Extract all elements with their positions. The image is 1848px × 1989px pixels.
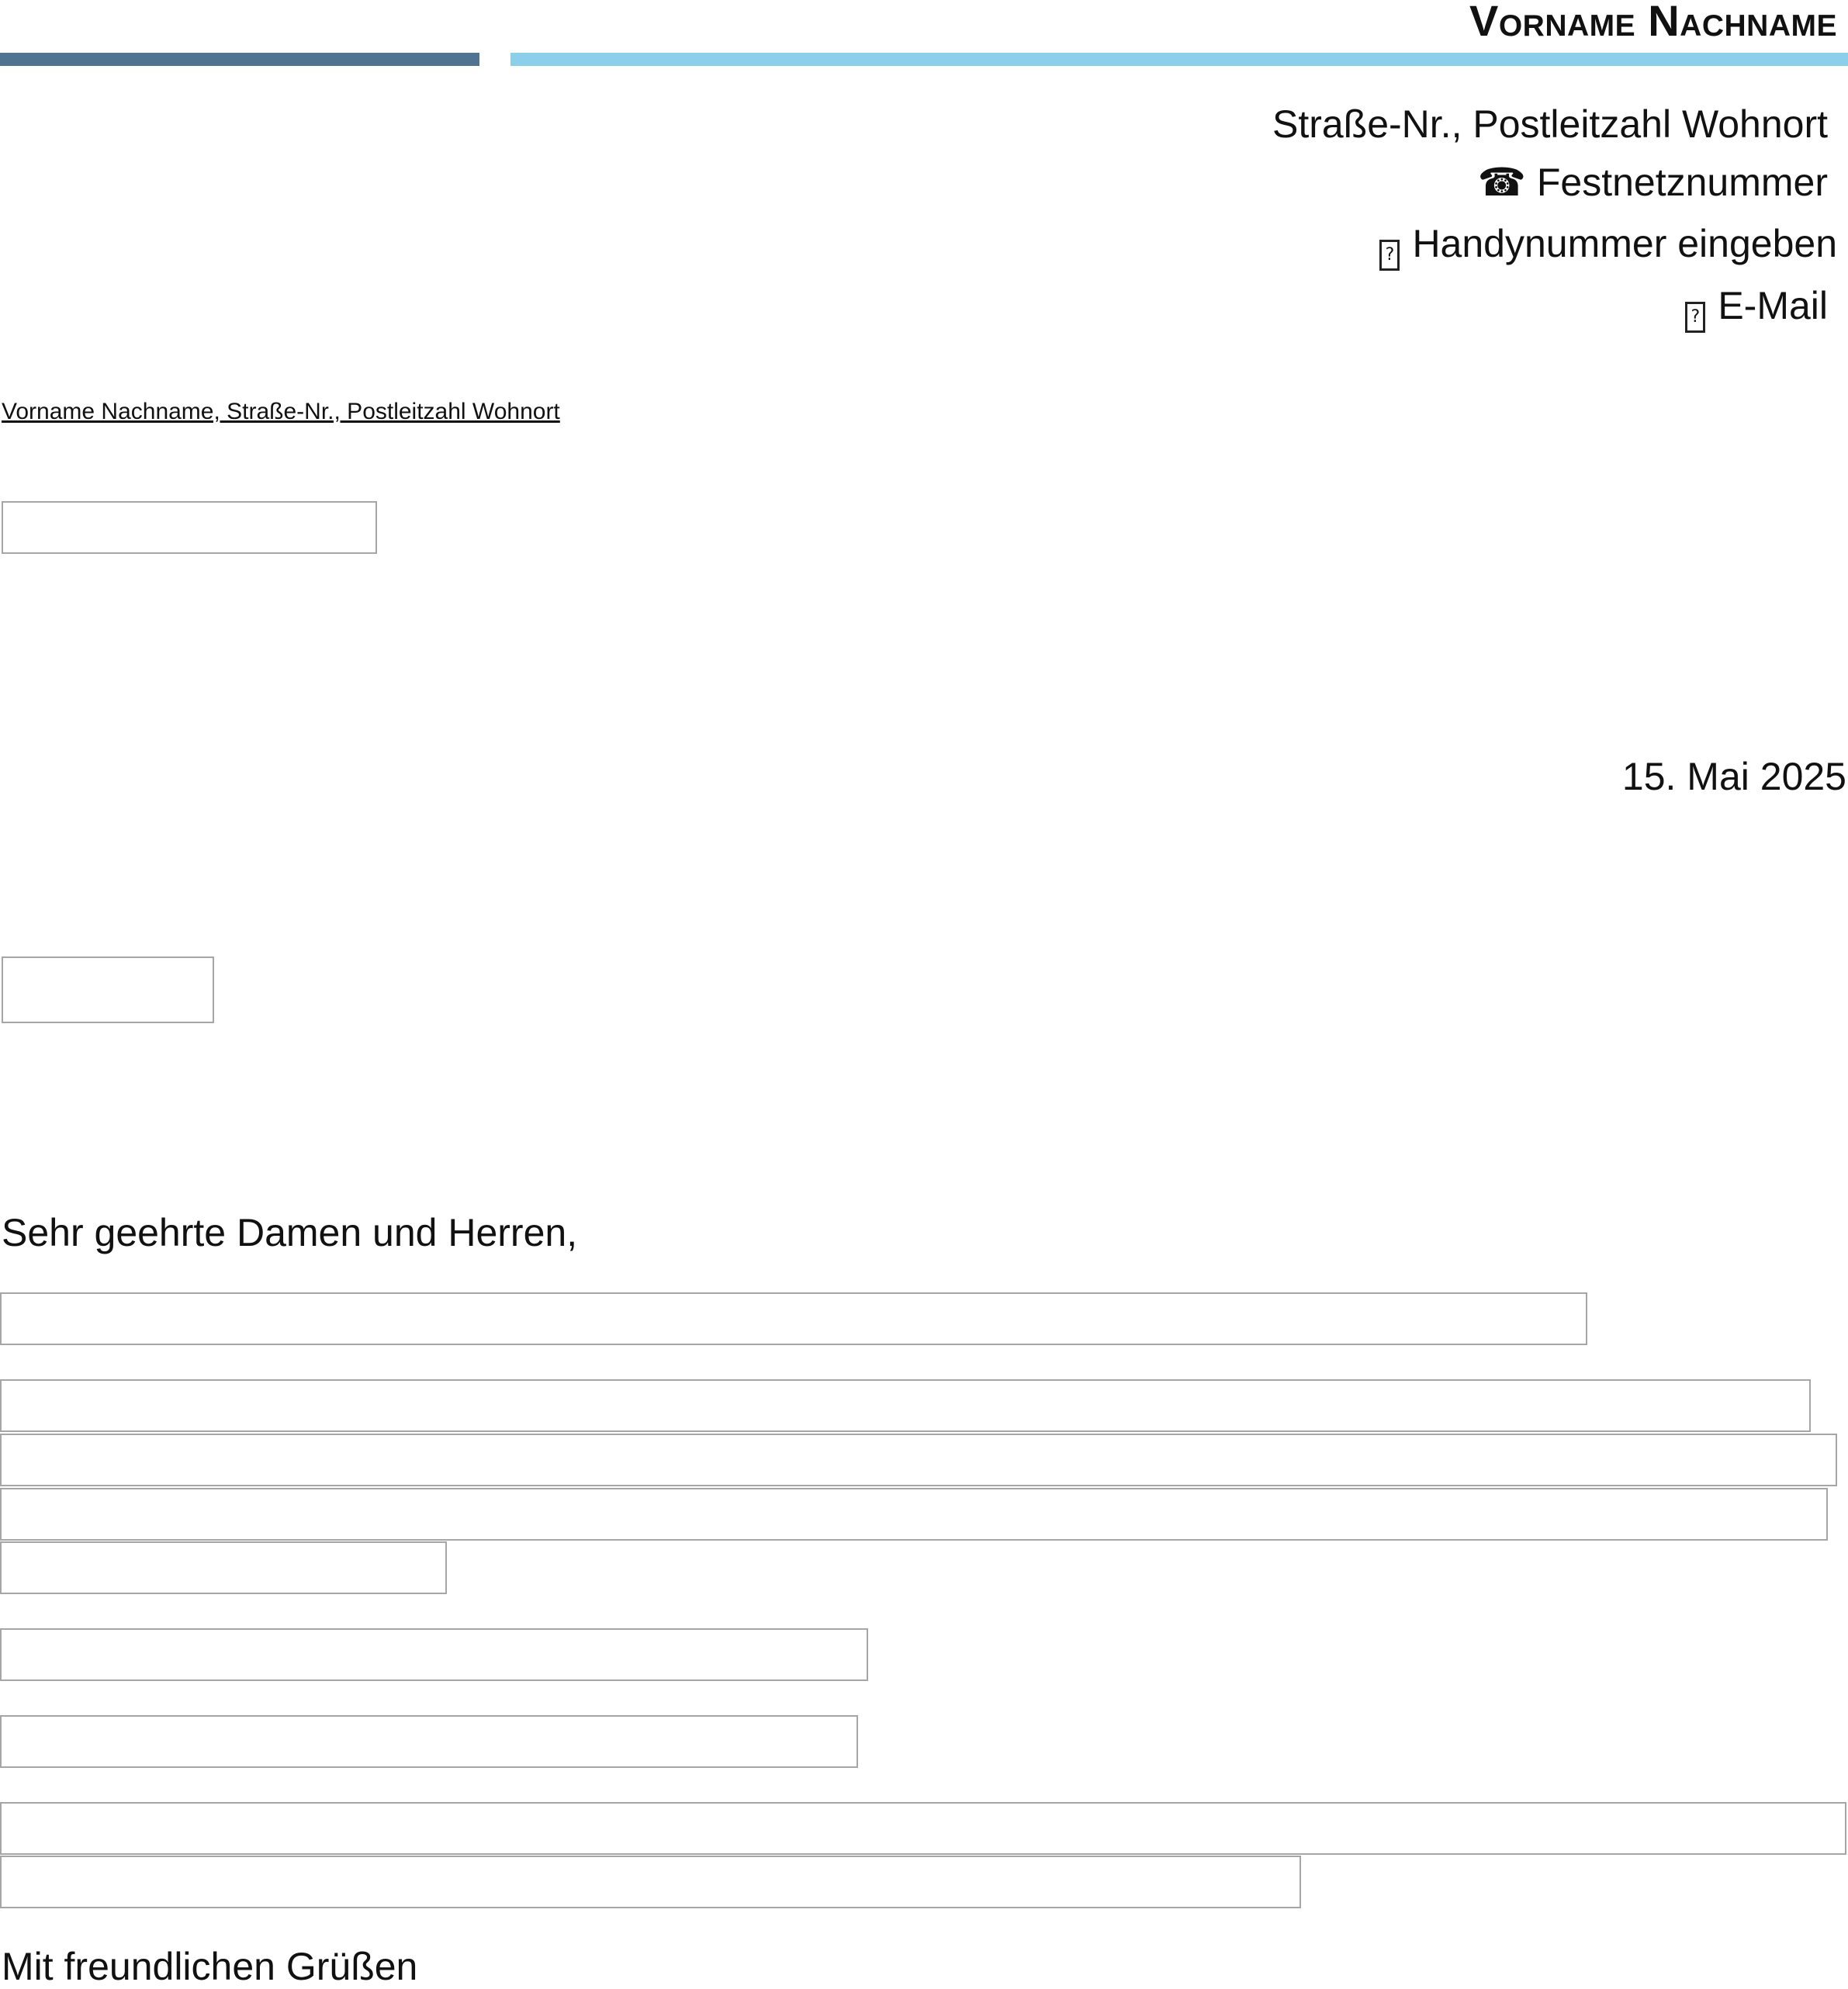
closing-phrase: Mit freundlichen Grüßen <box>2 1945 418 1988</box>
envelope-icon: ? <box>1685 302 1705 333</box>
header-accent-bar-light <box>510 53 1848 66</box>
subject-field[interactable] <box>2 956 214 1023</box>
body-text-field[interactable] <box>0 1541 447 1594</box>
recipient-address-field[interactable] <box>2 501 377 554</box>
header-accent-bar-dark <box>0 53 479 66</box>
sender-name-heading: Vorname Nachname <box>1469 0 1837 45</box>
body-text-field[interactable] <box>0 1379 1811 1432</box>
contact-phone <box>1478 159 1828 206</box>
salutation: Sehr geehrte Damen und Herren, <box>2 1211 578 1254</box>
body-text-field[interactable] <box>0 1434 1837 1486</box>
body-text-field[interactable] <box>0 1292 1587 1345</box>
contact-address-text: Straße-Nr., Postleitzahl Wohnort <box>1272 102 1828 146</box>
contact-phone-text: Festnetznummer <box>1536 161 1828 204</box>
telephone-icon: ☎ <box>1477 161 1526 204</box>
body-text-field[interactable] <box>0 1715 858 1768</box>
mobile-phone-icon: ? <box>1379 240 1400 271</box>
contact-mobile <box>1379 220 1837 271</box>
contact-mobile-text: Handynummer eingeben <box>1412 222 1837 265</box>
contact-address <box>1272 101 1828 147</box>
contact-email <box>1685 282 1828 333</box>
body-text-field[interactable] <box>0 1856 1301 1908</box>
sender-return-address: Vorname Nachname, Straße-Nr., Postleitzahl Wohnort <box>2 399 560 424</box>
letter-date: 15. Mai 2025 <box>1621 755 1846 798</box>
body-text-field[interactable] <box>0 1488 1828 1541</box>
body-text-field[interactable] <box>0 1802 1846 1855</box>
contact-email-text: E-Mail <box>1718 284 1828 327</box>
body-text-field[interactable] <box>0 1628 868 1681</box>
